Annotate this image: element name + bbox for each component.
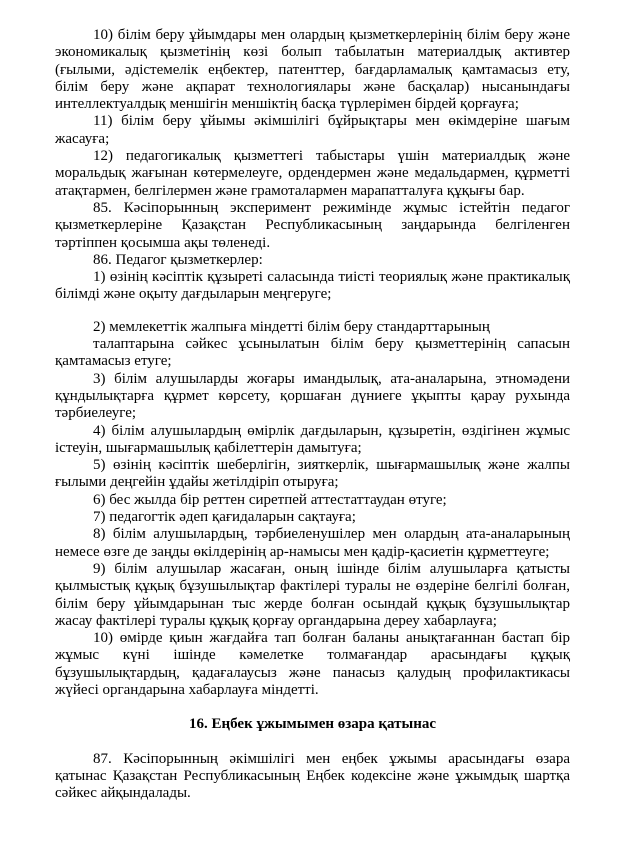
clause-12-rights: 12) педагогикалық қызметтегі табыстары үшін материалдық және моральдық жағынан көтермелеуге, ордендермен және медальдармен, құрметті атақтармен, белгілермен және грамоталармен марапатталуға құқығы бар.: [55, 148, 570, 199]
clause-86-intro: 86. Педагог қызметкерлер:: [93, 251, 263, 268]
duty-item-9: 9) білім алушылар жасаған, оның ішінде білім алушыларға қатысты қылмыстық құқық бұзушылықтар фактілері туралы не өздеріне белгілі болған, білім беру ұйымдарынан тыс жерде болған осындай құқық бұзушылықтар жасау фактілері туралы құқық қорғау органдарына дереу хабарлауға;: [55, 560, 570, 629]
duty-item-6: 6) бес жылда бір реттен сиретпей аттестаттаудан өтуге;: [93, 491, 447, 508]
clause-10-rights: 10) білім беру ұйымдары мен олардың қызметкерлерінің білім беру және экономикалық қызметінің көзі болып табылатын материалдық активтер (ғылыми, әдістемелік еңбектер, патенттер, бағдарламалық қамтамасыз ету, білім беру және ақпарат технологиялары және басқалар) нысанындағы интеллектуалдық меншігін меншіктің басқа түрлерімен бірдей қорғауға;: [55, 27, 570, 113]
duty-item-4: 4) білім алушылардың өмірлік дағдыларын, құзыретін, өздігінен жұмыс істеуін, шығармашылық қабілеттерін дамытуға;: [55, 422, 570, 456]
clause-87: 87. Кәсіпорынның әкімшілігі мен еңбек ұжымы арасындағы өзара қатынас Қазақстан Республикасының Еңбек кодексіне және ұжымдық шартқа сәйкес айқындалады.: [55, 750, 570, 802]
clause-11-rights: 11) білім беру ұйымы әкімшілігі бұйрықтары мен өкімдеріне шағым жасауға;: [55, 113, 570, 147]
duty-item-8: 8) білім алушылардың, тәрбиеленушілер мен олардың ата-аналарының немесе өзге де заңды өкілдерінің ар-намысы мен қадір-қасиетін құрметтеуге;: [55, 526, 570, 560]
duty-item-5: 5) өзінің кәсіптік шеберлігін, зияткерлік, шығармашылық және жалпы ғылыми деңгейін ұдайы жетілдіріп отыруға;: [55, 457, 570, 491]
duty-item-3: 3) білім алушыларды жоғары имандылық, ата-аналарына, этномәдени құндылықтарға құрмет көрсету, қоршаған дүниеге ұқыпты қарау рухында тәрбиелеуге;: [55, 370, 570, 422]
section-16-heading: 16. Еңбек ұжымымен өзара қатынас: [188, 716, 437, 733]
duty-item-7: 7) педагогтік әдеп қағидаларын сақтауға;: [93, 509, 356, 526]
clause-85: 85. Кәсіпорынның эксперимент режимінде жұмыс істейтін педагог қызметкерлеріне Қазақстан Республикасының заңдарында белгіленген тәртіппен қосымша ақы төленеді.: [55, 199, 570, 251]
duty-item-1: 1) өзінің кәсіптік құзыреті саласында тиісті теориялық және практикалық білімді және оқыту дағдыларын меңгеруге;: [55, 269, 570, 303]
duty-item-10: 10) өмірде қиын жағдайға тап болған баланы анықтағаннан бастап бір жұмыс күні ішінде кәмелетке толмағандар арасындағы құқық бұзушылықтардың, қадағалаусыз және панасыз қалудың профилактикасы жүйесі органдарына хабарлауға міндетті.: [55, 630, 570, 698]
duty-item-2-line1: 2) мемлекеттік жалпыға міндетті білім беру стандарттарының: [93, 318, 490, 335]
duty-item-2-continuation: талаптарына сәйкес ұсынылатын білім беру қызметтерінің сапасын қамтамасыз етуге;: [55, 336, 570, 370]
